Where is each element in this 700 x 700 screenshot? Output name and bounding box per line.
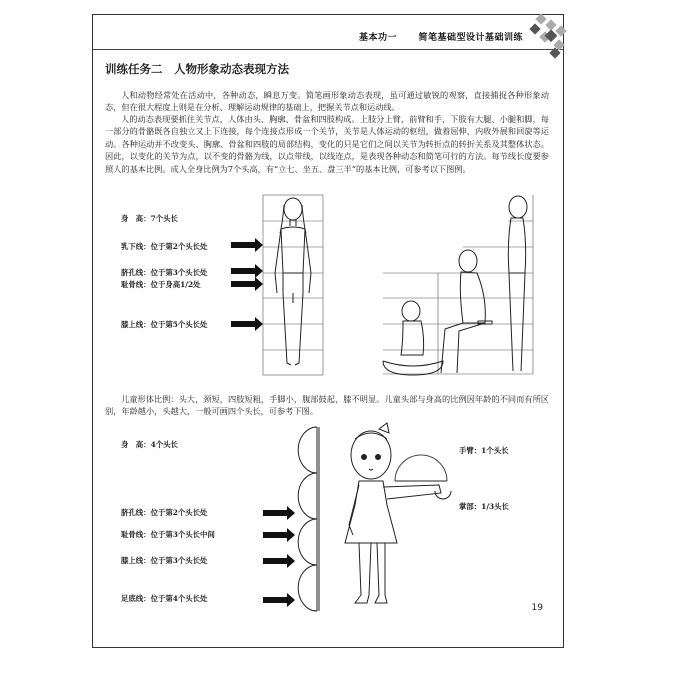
adult-hip-label: 耻骨线：位于身高1/2处: [121, 280, 201, 289]
diamond-pattern-icon: [511, 11, 571, 71]
adult-navel-label: 脐孔线：位于第3个头长处: [121, 268, 208, 277]
adult-knee-label: 膝上线：位于第5个头长处: [121, 320, 208, 329]
header-section: 基本功一: [358, 33, 397, 43]
child-arm-label: 手臂：1个头长: [459, 446, 509, 455]
arrow-icon: [231, 238, 263, 252]
child-palm-label: 掌部：1/3头长: [459, 502, 509, 511]
child-nipple-label: 脐孔线：位于第2个头长处: [121, 508, 208, 517]
paragraph-intro: 人和动物经常处在活动中，各种动态，瞬息万变。简笔画形象动态表现，虽可通过敏锐的观察，直接捕捉各种形象动态，但在很大程度上则是在分析、理解运动规律的基础上，把握关节点和运动线。: [105, 90, 549, 113]
adult-height-label: 身 高：7个头长: [121, 214, 178, 223]
task-title: 训练任务二 人物形象动态表现方法: [105, 62, 289, 76]
paragraph-joints: 人的动态表现要抓住关节点，人体由头、胸廓、骨盆和四肢构成。上肢分上臂、前臂和手，下肢有大腿、小腿和脚，每一部分的骨骼既各自独立又上下连接，每个连接点形成一个关节，关节是人体运动的枢纽，做着屈伸、内收外展和回旋等运动。各种运动并不改变头、胸廓、骨盆和四肢的局部结构，变化的只是它们之间以关节为转折点的转折关系及其整体状态。因此，以变化的关节为点，以不变的骨骼为线，以点带线，以线连点，是表现各种动态和简笔可行的方法。每节线长度要参照人的基本比例。成人全身比例为7个头高，有“立七、坐五、盘三半”的基本比例，可参考以下图例。: [105, 114, 549, 174]
page-number: 19: [531, 603, 543, 613]
adult-nipple-label: 乳下线：位于第2个头长处: [121, 242, 208, 251]
arrow-icon: [231, 317, 263, 331]
adult-proportion-figures: [263, 193, 543, 383]
child-knee-label: 膝上线：位于第3个头长处: [121, 556, 208, 565]
child-height-label: 身 高：4个头长: [121, 440, 178, 449]
child-foot-label: 足底线：位于第4个头长处: [121, 594, 208, 603]
adult-arrows: [231, 237, 265, 333]
book-page: [92, 14, 564, 648]
child-proportion-figure: [289, 425, 469, 615]
child-hip-label: 耻骨线：位于第3个头长中间: [121, 530, 215, 539]
arrow-icon: [231, 264, 263, 278]
header-text: [359, 30, 523, 43]
page-header: [93, 15, 563, 50]
arrow-icon: [231, 277, 263, 291]
paragraph-children: 儿童形体比例：头大，颈短，四肢短粗，手脚小，腹部鼓起，膝不明显。儿童头部与身高的比例因年龄的不同而有所区别，年龄越小，头越大，一般可画四个头长，可参考下图。: [105, 394, 549, 417]
header-subtitle: 简笔基础型设计基础训练: [418, 33, 523, 43]
